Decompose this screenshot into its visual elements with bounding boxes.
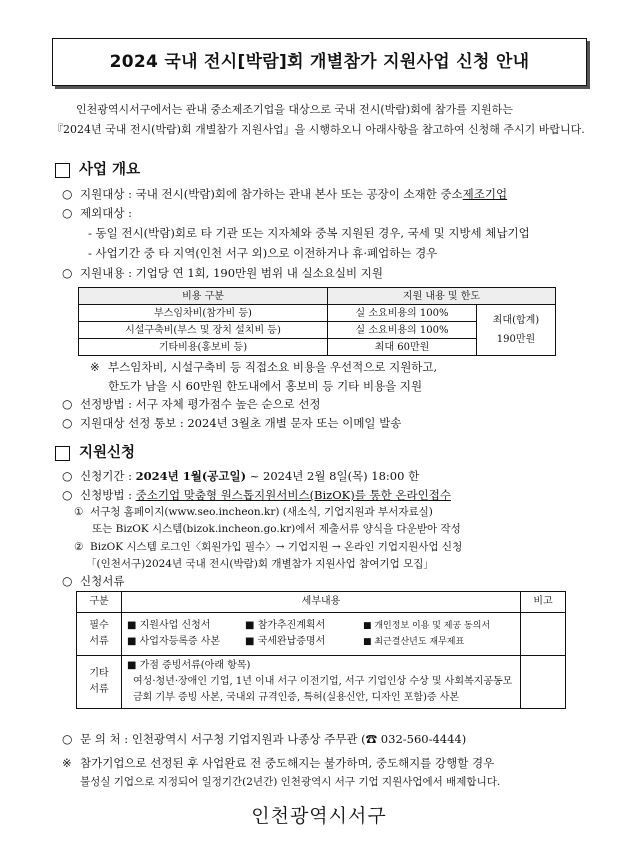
circle-bullet-icon: ○	[62, 416, 73, 430]
required-line-1	[127, 618, 515, 634]
other-detail-cell	[122, 656, 521, 709]
required-item: ■ 최근결산년도 재무제표	[363, 637, 465, 647]
method-text: 중소기업 맞춤형 원스톱지원서비스(BizOK)를 통한 온라인접수	[135, 488, 451, 502]
support-limit-line-1: 최대(합계)	[492, 315, 540, 326]
period-label: 신청기간 :	[80, 469, 132, 483]
content-text: 지원내용 : 기업당 연 1회, 190만원 범위 내 실소요실비 지원	[80, 266, 383, 280]
intro-paragraph	[52, 100, 588, 141]
selection-line	[62, 396, 321, 413]
documents-header-detail: 세부내용	[122, 592, 521, 613]
note-line-2: 한도가 남을 시 60만원 한도내에서 홍보비 등 기타 비용을 지원	[108, 379, 423, 393]
section-apply-title: 지원신청	[79, 445, 136, 461]
intro-line-2: 『2024년 국내 전시(박람)회 개별참가 지원사업』을 시행하오니 아래사항을 참고하여 신청해 주시기 바랍니다.	[52, 123, 585, 137]
circle-bullet-icon: ○	[62, 732, 73, 746]
documents-table	[76, 591, 566, 709]
exclude-line	[62, 205, 132, 222]
circle-bullet-icon: ○	[62, 574, 73, 588]
other-title: ■ 가점 증빙서류(아래 항목)	[127, 660, 251, 671]
required-item: ■ 개인정보 이용 및 제공 동의서	[363, 621, 491, 631]
support-table	[78, 287, 556, 356]
circle-bullet-icon: ○	[62, 397, 73, 411]
documents-table-header	[77, 592, 566, 613]
warning-text-1: 참가기업으로 선정된 후 사업완료 전 중도해지는 불가하며, 중도해지를 강행할 경우	[80, 756, 495, 770]
other-label-1: 기타	[89, 668, 109, 679]
note-mark: ※	[90, 360, 100, 374]
required-detail-cell	[122, 613, 521, 656]
section-overview-title: 사업 개요	[79, 162, 141, 178]
warning-line-1	[62, 755, 494, 772]
documents-header-note: 비고	[521, 592, 566, 613]
required-item: ■ 사업자등록증 사본	[127, 636, 221, 647]
required-line-2	[127, 634, 515, 650]
support-cell: 최대 60만원	[328, 339, 477, 356]
intro-line-1: 인천광역시서구에서는 관내 중소제조기업을 대상으로 국내 전시(박람)회에 참가를 지원하는	[76, 103, 513, 116]
support-cell: 기타비용(홍보비 등)	[79, 339, 328, 356]
step2-mark: ②	[74, 541, 84, 553]
warning-line-2: 불성실 기업으로 지정되어 일정기간(2년간) 인천광역시 서구 기업 지원사업에서 배제합니다.	[80, 776, 501, 788]
method-line	[62, 487, 451, 504]
required-item: ■ 지원사업 신청서	[127, 620, 211, 631]
support-limit-line-2: 190만원	[496, 334, 536, 345]
other-note-cell	[521, 656, 566, 709]
note-line-1	[90, 359, 437, 376]
required-label-1: 필수	[89, 620, 109, 631]
documents-row-other	[77, 656, 566, 709]
exclude-item-1: - 동일 전시(박람)회로 타 기관 또는 지자체와 중복 지원된 경우, 국세 및 지방세 체납기업	[88, 226, 530, 240]
support-cell: 부스임차비(참가비 등)	[79, 305, 328, 322]
required-item: ■ 국세완납증명서	[245, 636, 326, 647]
step1-mark: ①	[74, 506, 84, 518]
circle-bullet-icon: ○	[62, 469, 73, 483]
notice-line	[62, 415, 401, 432]
issuer-name: 인천광역시서구	[251, 805, 387, 827]
circle-bullet-icon: ○	[62, 266, 73, 280]
checkbox-square-icon	[55, 446, 70, 461]
support-table-header	[79, 288, 556, 305]
required-label-2: 서류	[89, 636, 109, 647]
notice-text: 지원대상 선정 통보 : 2024년 3월초 개별 문자 또는 이메일 발송	[80, 416, 402, 430]
support-cell: 실 소요비용의 100%	[328, 322, 477, 339]
exclude-item-2: - 사업기간 중 타 지역(인천 서구 외)으로 이전하거나 휴·폐업하는 경우	[88, 246, 438, 260]
contact-text: 문 의 처 : 인천광역시 서구청 기업지원과 나종상 주무관 (☎ 032-560-4444)	[80, 732, 467, 746]
section-apply-heading	[55, 443, 135, 464]
other-label-cell	[77, 656, 122, 709]
section-overview-heading	[55, 160, 140, 181]
step2-text-1: BizOK 시스템 로그인〈회원가입 필수〉→ 기업지원 → 온라인 기업지원사업 신청	[90, 541, 463, 553]
support-cell: 시설구축비(부스 및 장치 설치비 등)	[79, 322, 328, 339]
docs-line	[62, 573, 124, 590]
circle-bullet-icon: ○	[62, 206, 73, 220]
contact-line	[62, 731, 466, 748]
support-header-content: 지원 내용 및 한도	[328, 288, 556, 305]
period-end: ~ 2024년 2월 8일(목) 18:00 한	[249, 469, 420, 483]
period-start: 2024년 1월(공고일)	[135, 469, 247, 483]
required-label-cell	[77, 613, 122, 656]
step2-line-2: 「(인천서구)2024년 국내 전시(박람)회 개별참가 지원사업 참여기업 모집」	[86, 558, 434, 570]
support-header-cost: 비용 구분	[79, 288, 328, 305]
target-line	[62, 186, 507, 203]
step1-line-2: 또는 BizOK 시스템(bizok.incheon.go.kr)에서 제출서류 양식을 다운받아 작성	[92, 523, 461, 535]
warning-mark: ※	[62, 756, 72, 770]
documents-header-type: 구분	[77, 592, 122, 613]
other-body: 여성·청년·장애인 기업, 1년 이내 서구 이전기업, 서구 기업인상 수상 및 사회복지공동모금회 기부 증빙 사본, 국내외 규격인증, 특허(실용신안, 디자인 포함)증 사본	[133, 676, 513, 703]
circle-bullet-icon: ○	[62, 187, 73, 201]
period-line	[62, 468, 419, 485]
circle-bullet-icon: ○	[62, 488, 73, 502]
exclude-label: 제외대상 :	[80, 206, 132, 220]
step1-text-1: 서구청 홈페이지(www.seo.incheon.kr) (새소식, 기업지원과 부서자료실)	[90, 506, 433, 518]
support-limit-cell	[477, 305, 556, 356]
required-note-cell	[521, 613, 566, 656]
target-text: 지원대상 : 국내 전시(박람)회에 참가하는 관내 본사 또는 공장이 소재한 중소	[80, 187, 463, 201]
checkbox-square-icon	[55, 163, 70, 178]
required-item: ■ 참가추진계획서	[245, 620, 326, 631]
support-row-1	[79, 305, 556, 322]
step2-line-1	[74, 540, 462, 555]
target-underline-text: 제조기업	[462, 187, 508, 201]
documents-row-required	[77, 613, 566, 656]
document-title: 2024 국내 전시[박람]회 개별참가 지원사업 신청 안내	[52, 38, 587, 86]
other-label-2: 서류	[89, 684, 109, 695]
docs-label: 신청서류	[80, 574, 125, 588]
note-text-1: 부스임차비, 시설구축비 등 직접소요 비용을 우선적으로 지원하고,	[108, 360, 438, 374]
content-line	[62, 265, 383, 282]
method-label: 신청방법 :	[80, 488, 132, 502]
step1-line-1	[74, 505, 433, 520]
selection-text: 선정방법 : 서구 자체 평가점수 높은 순으로 선정	[80, 397, 321, 411]
support-cell: 실 소요비용의 100%	[328, 305, 477, 322]
